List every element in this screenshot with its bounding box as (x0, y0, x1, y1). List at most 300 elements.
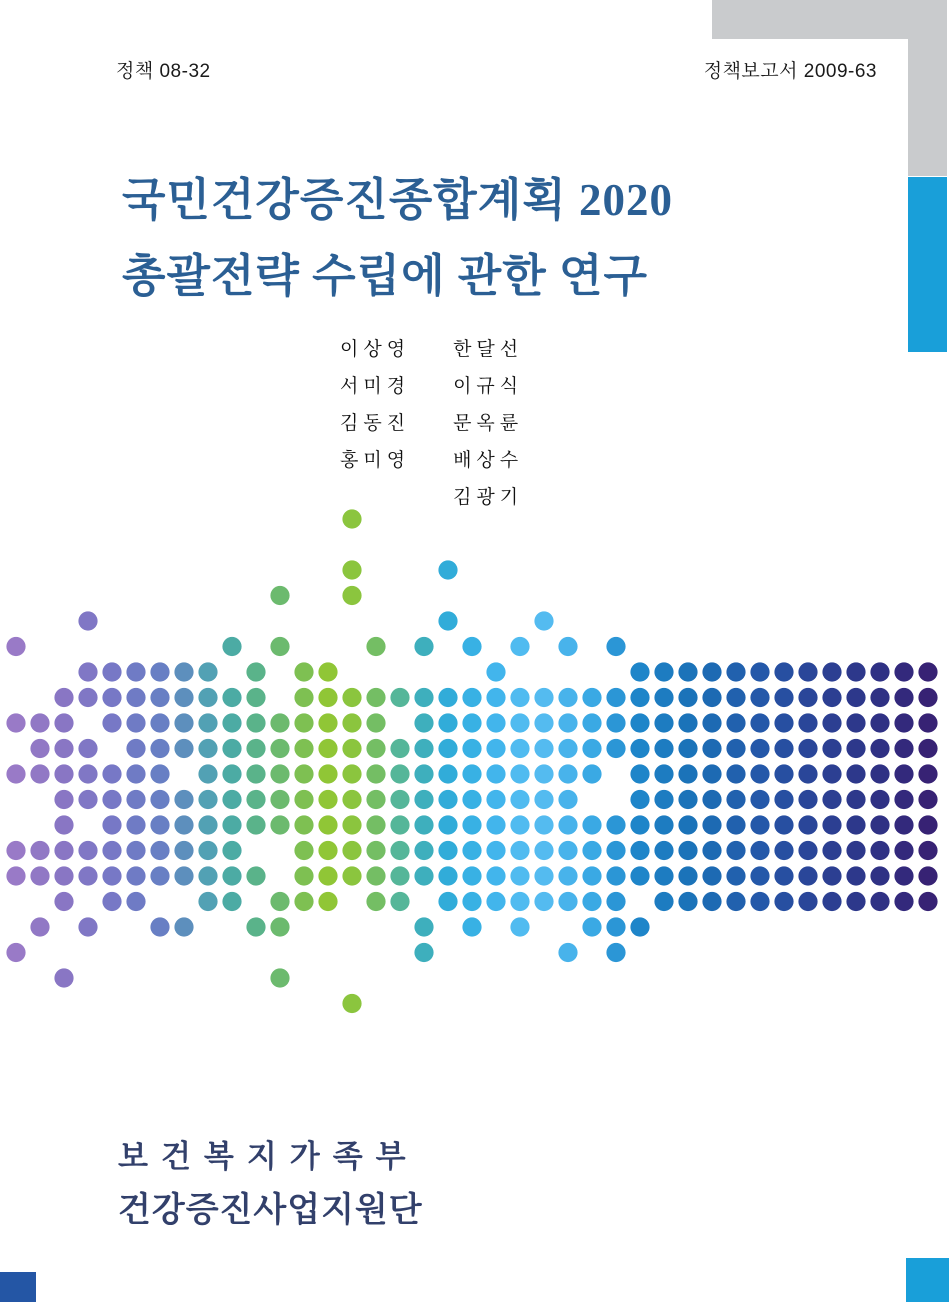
report-title-line2: 총괄전략 수립에 관한 연구 (122, 251, 648, 301)
decor-dot (798, 866, 817, 885)
decor-dot (390, 739, 409, 758)
decor-dot (414, 739, 433, 758)
decor-dot (30, 841, 49, 860)
decor-dot (342, 713, 361, 732)
decor-dot (54, 841, 73, 860)
decor-dot (870, 815, 889, 834)
decor-dot (510, 637, 529, 656)
decor-dot (678, 662, 697, 681)
author-name: 김광기 (453, 487, 524, 508)
decor-dot (678, 815, 697, 834)
decor-dot (870, 764, 889, 783)
decor-dot (174, 866, 193, 885)
decor-dot (678, 713, 697, 732)
decor-dot (870, 892, 889, 911)
decor-dot (390, 892, 409, 911)
decor-dot (246, 739, 265, 758)
decor-dot (6, 866, 25, 885)
decor-dot (366, 815, 385, 834)
decor-dot (486, 662, 505, 681)
decor-dot (846, 739, 865, 758)
decor-dot (870, 713, 889, 732)
decor-dot (846, 713, 865, 732)
decor-dot (102, 688, 121, 707)
decor-dot (630, 841, 649, 860)
decor-dot (774, 866, 793, 885)
decor-dot (198, 790, 217, 809)
decor-dot (558, 739, 577, 758)
decor-dot (342, 688, 361, 707)
decor-dot (270, 917, 289, 936)
decor-dot (606, 943, 625, 962)
decor-dot (294, 713, 313, 732)
decor-dot (294, 815, 313, 834)
decor-dot (870, 688, 889, 707)
decor-dot (510, 790, 529, 809)
decor-dot (486, 713, 505, 732)
decor-dot (462, 713, 481, 732)
decor-dot (702, 815, 721, 834)
decor-dot (798, 739, 817, 758)
decor-dot (102, 815, 121, 834)
decor-dot (54, 866, 73, 885)
decor-dot (366, 892, 385, 911)
decor-dot (654, 688, 673, 707)
decor-dot (606, 866, 625, 885)
decor-dot (246, 866, 265, 885)
decor-dot (846, 815, 865, 834)
author-name: 김동진 (340, 413, 411, 434)
decor-dot (918, 688, 937, 707)
publisher-name: 보건복지가족부 (118, 1139, 419, 1174)
decor-dot (6, 764, 25, 783)
decor-dot (414, 943, 433, 962)
decor-dot (822, 764, 841, 783)
decor-dot (414, 764, 433, 783)
decor-dot (342, 586, 361, 605)
decor-dot (54, 968, 73, 987)
decor-dot (702, 739, 721, 758)
decor-dot (270, 637, 289, 656)
decor-dot (606, 917, 625, 936)
decor-dot (510, 739, 529, 758)
decor-dot (654, 662, 673, 681)
decor-dot (822, 688, 841, 707)
decor-dot (534, 815, 553, 834)
decor-dot (582, 713, 601, 732)
decor-dot (318, 764, 337, 783)
decor-dot (702, 688, 721, 707)
decor-dot (270, 739, 289, 758)
decor-dot (894, 764, 913, 783)
decor-dot (342, 560, 361, 579)
decor-dot (270, 764, 289, 783)
decor-dot (270, 892, 289, 911)
decor-dot (846, 764, 865, 783)
decor-dot (894, 688, 913, 707)
decor-dot (318, 739, 337, 758)
decor-dot (270, 815, 289, 834)
decor-dot (342, 841, 361, 860)
decor-dot (222, 790, 241, 809)
decor-dot (678, 790, 697, 809)
decor-dot (390, 841, 409, 860)
decor-dot (6, 943, 25, 962)
decor-dot (438, 688, 457, 707)
decor-dot (534, 713, 553, 732)
decor-dot (222, 688, 241, 707)
decor-dot (798, 892, 817, 911)
decor-dot (702, 764, 721, 783)
decor-dot (102, 790, 121, 809)
decor-dot (534, 611, 553, 630)
decor-dot (726, 866, 745, 885)
decor-dot (846, 662, 865, 681)
decor-dot (678, 866, 697, 885)
decor-dot (318, 815, 337, 834)
decor-dot (54, 892, 73, 911)
decor-dot (702, 713, 721, 732)
decor-dot (726, 713, 745, 732)
decor-dot (486, 841, 505, 860)
decor-dot (6, 841, 25, 860)
decor-dot (126, 662, 145, 681)
decor-dot (462, 917, 481, 936)
decor-dot (126, 764, 145, 783)
decor-dot (630, 662, 649, 681)
decor-dot (654, 841, 673, 860)
decor-dot (510, 815, 529, 834)
decor-dot (582, 764, 601, 783)
decor-dot (726, 739, 745, 758)
decor-dot (462, 841, 481, 860)
decor-dot (486, 866, 505, 885)
decor-dot (102, 841, 121, 860)
decor-dot (798, 688, 817, 707)
decor-dot (774, 815, 793, 834)
decor-dot (246, 662, 265, 681)
decor-dot (270, 968, 289, 987)
decor-dot (870, 866, 889, 885)
decor-dot (174, 917, 193, 936)
decor-dot (534, 739, 553, 758)
decor-dot (534, 790, 553, 809)
decor-dot (126, 688, 145, 707)
decor-dot (630, 790, 649, 809)
author-name: 배상수 (453, 450, 524, 471)
decor-dot (198, 713, 217, 732)
decor-dot (630, 917, 649, 936)
decor-dot (822, 662, 841, 681)
decor-dot (822, 866, 841, 885)
decor-dot (918, 815, 937, 834)
decor-dot (126, 790, 145, 809)
decor-dot (630, 866, 649, 885)
decor-dot (678, 764, 697, 783)
decor-dot (342, 509, 361, 528)
decor-dot (78, 662, 97, 681)
decor-dot (702, 662, 721, 681)
decor-dot (150, 841, 169, 860)
decor-dot (750, 688, 769, 707)
decor-dot (846, 688, 865, 707)
decor-dot (414, 713, 433, 732)
decor-dot (78, 917, 97, 936)
decor-dot (390, 815, 409, 834)
decor-dot (846, 790, 865, 809)
decor-dot (654, 764, 673, 783)
decor-dot (438, 866, 457, 885)
decor-dot (294, 790, 313, 809)
author-name: 한달선 (453, 339, 524, 360)
decor-dot (894, 790, 913, 809)
decor-dot (366, 790, 385, 809)
decor-dot (54, 764, 73, 783)
decor-dot (558, 790, 577, 809)
author-name: 홍미영 (340, 450, 411, 471)
decor-dot (294, 892, 313, 911)
decor-dot (654, 739, 673, 758)
decor-dot (606, 815, 625, 834)
decor-dot (894, 892, 913, 911)
decor-dot (654, 790, 673, 809)
decor-dot (630, 713, 649, 732)
decor-dot (726, 688, 745, 707)
decor-dot (174, 713, 193, 732)
decor-dot (150, 713, 169, 732)
decor-dot (366, 739, 385, 758)
decor-dot (222, 713, 241, 732)
decor-dot (390, 764, 409, 783)
decor-dot (78, 688, 97, 707)
decor-dot (726, 841, 745, 860)
decor-dot (150, 866, 169, 885)
decor-dot (366, 637, 385, 656)
decor-dot (822, 713, 841, 732)
decor-dot (558, 866, 577, 885)
decor-dot (774, 841, 793, 860)
decor-dot (894, 841, 913, 860)
decor-dot (894, 662, 913, 681)
decor-dot (702, 790, 721, 809)
decor-dot (246, 713, 265, 732)
decor-dot (918, 739, 937, 758)
decor-dot (102, 866, 121, 885)
decor-dot (750, 866, 769, 885)
decor-dot (318, 713, 337, 732)
decor-dot (318, 662, 337, 681)
decor-dot (438, 892, 457, 911)
decor-dot (726, 790, 745, 809)
decor-dot (102, 764, 121, 783)
decor-dot (30, 917, 49, 936)
decor-dot (342, 739, 361, 758)
decor-dot (582, 866, 601, 885)
decor-dot (198, 866, 217, 885)
decor-dot (102, 662, 121, 681)
decor-dot (78, 841, 97, 860)
decor-dot (726, 815, 745, 834)
decor-dot (462, 688, 481, 707)
decor-dot (198, 841, 217, 860)
decor-dot (54, 815, 73, 834)
decor-dot (582, 892, 601, 911)
decor-dot (78, 764, 97, 783)
decor-dot (822, 815, 841, 834)
decor-dot (918, 713, 937, 732)
decor-dot (774, 892, 793, 911)
decor-dot (174, 739, 193, 758)
decor-dot (78, 866, 97, 885)
decor-dot (774, 790, 793, 809)
decor-dot (510, 841, 529, 860)
decor-dot (918, 764, 937, 783)
decor-dot (174, 790, 193, 809)
decor-dot (630, 764, 649, 783)
support-org-name: 건강증진사업지원단 (118, 1192, 423, 1229)
decor-dot (78, 739, 97, 758)
decor-dot (78, 790, 97, 809)
decor-dot (126, 841, 145, 860)
decor-dot (726, 892, 745, 911)
decor-dot (510, 866, 529, 885)
decor-dot (894, 713, 913, 732)
decor-dot (222, 739, 241, 758)
decor-dot (750, 764, 769, 783)
series-number-label: 정책 08-32 (116, 61, 211, 82)
decor-dot (678, 739, 697, 758)
decor-dot (414, 815, 433, 834)
decor-dot (366, 764, 385, 783)
decor-dot (342, 815, 361, 834)
decor-dot (366, 866, 385, 885)
decor-dot (54, 713, 73, 732)
decor-dot (438, 815, 457, 834)
decor-dot (414, 917, 433, 936)
decor-dot (558, 815, 577, 834)
decor-dot (198, 892, 217, 911)
decor-dot (150, 815, 169, 834)
decor-dot (462, 790, 481, 809)
decor-dot (558, 688, 577, 707)
decor-dot (750, 892, 769, 911)
decor-dot (150, 790, 169, 809)
decor-dot (630, 815, 649, 834)
decor-dot (246, 917, 265, 936)
decor-dot (654, 815, 673, 834)
decor-dot (798, 662, 817, 681)
decor-dot (582, 815, 601, 834)
decor-dot (294, 688, 313, 707)
decor-dot (462, 764, 481, 783)
decor-dot (726, 764, 745, 783)
decor-dot (54, 790, 73, 809)
decor-dot (894, 866, 913, 885)
decor-dot (486, 790, 505, 809)
decor-dot (630, 739, 649, 758)
decor-dot (486, 892, 505, 911)
decor-dot (894, 815, 913, 834)
decor-dot (198, 739, 217, 758)
decor-dot (750, 739, 769, 758)
decor-dot (654, 892, 673, 911)
decor-dot (798, 841, 817, 860)
decor-dot (246, 688, 265, 707)
decor-dot (222, 764, 241, 783)
decor-dot (486, 815, 505, 834)
decor-dot (582, 841, 601, 860)
decor-dot (342, 764, 361, 783)
decor-dot (246, 790, 265, 809)
decor-dot (198, 764, 217, 783)
decor-dot (846, 841, 865, 860)
decor-dot (246, 764, 265, 783)
decor-dot (6, 713, 25, 732)
decor-dot (870, 790, 889, 809)
decor-dot (390, 688, 409, 707)
decor-dot (606, 713, 625, 732)
decor-dot (414, 688, 433, 707)
decor-dot (918, 841, 937, 860)
decor-dot (606, 841, 625, 860)
decor-dot (126, 892, 145, 911)
decor-dot (870, 841, 889, 860)
decor-dot (174, 815, 193, 834)
decor-dot (846, 892, 865, 911)
decor-dot (798, 713, 817, 732)
decor-dot (462, 739, 481, 758)
decor-dot (318, 790, 337, 809)
decor-dot (462, 892, 481, 911)
decor-dot (750, 790, 769, 809)
decor-dot (150, 764, 169, 783)
decor-dot (30, 764, 49, 783)
decor-dot (918, 892, 937, 911)
decor-dot (126, 866, 145, 885)
decor-dot (30, 866, 49, 885)
decor-dot (342, 994, 361, 1013)
decor-dot (270, 790, 289, 809)
decor-dot (486, 739, 505, 758)
report-title-line1: 국민건강증진종합계획 2020 (122, 175, 673, 225)
decor-dot (318, 688, 337, 707)
decor-dot (222, 841, 241, 860)
decor-dot (78, 611, 97, 630)
decor-dot (774, 662, 793, 681)
decor-dot (150, 739, 169, 758)
decor-dot (438, 764, 457, 783)
decor-dot (774, 688, 793, 707)
decor-dot (798, 764, 817, 783)
author-name: 이규식 (453, 376, 524, 397)
decor-dot (222, 892, 241, 911)
decor-dot (54, 688, 73, 707)
decor-dot (246, 815, 265, 834)
decor-dot (558, 713, 577, 732)
decor-dot (702, 841, 721, 860)
author-name: 문옥륜 (453, 413, 524, 434)
cyan-bottom-right-mark (906, 1258, 949, 1302)
decor-dot (870, 662, 889, 681)
decor-dot (870, 739, 889, 758)
decor-dot (486, 688, 505, 707)
decor-dot (414, 637, 433, 656)
decor-dot (438, 739, 457, 758)
decor-dot (438, 841, 457, 860)
decor-dot (414, 866, 433, 885)
decor-dot (678, 841, 697, 860)
decor-dot (366, 688, 385, 707)
